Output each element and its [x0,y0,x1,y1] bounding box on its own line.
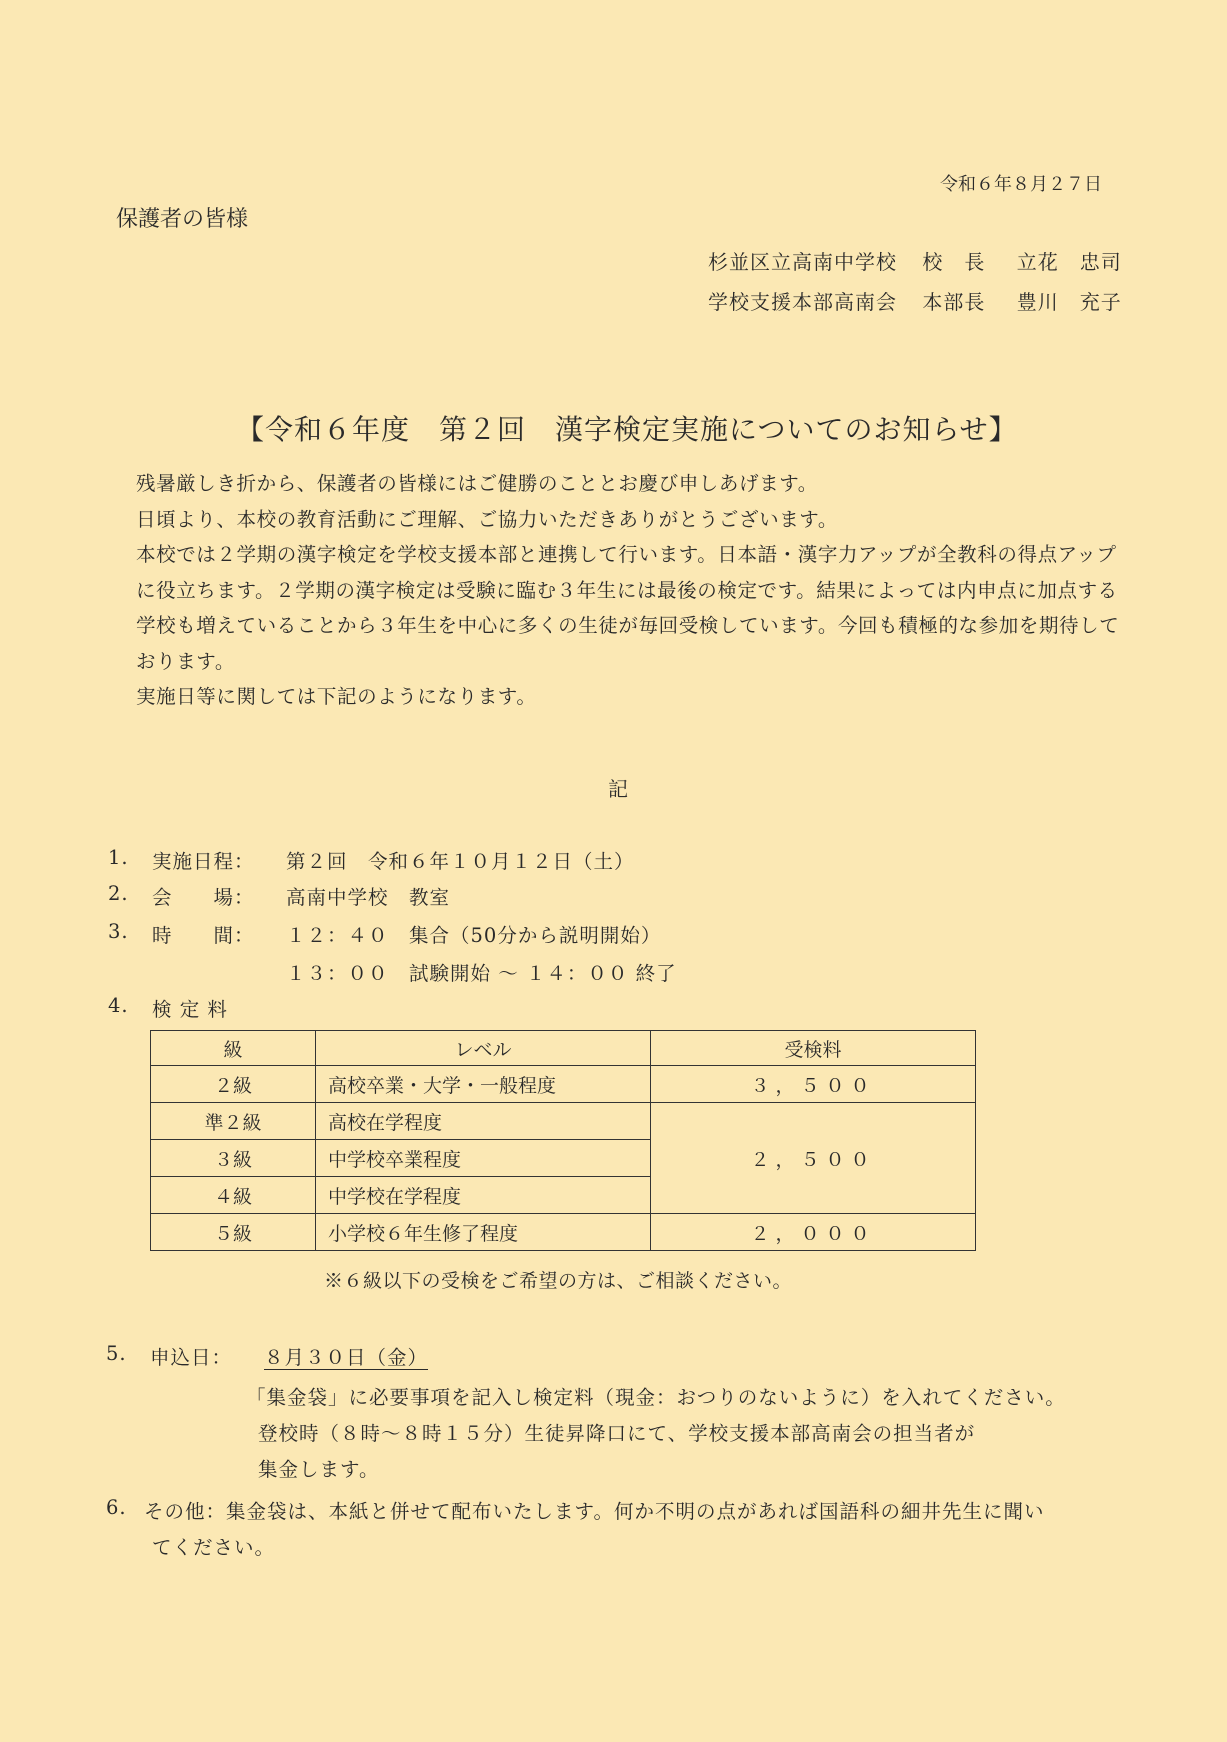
document-title: 【令和６年度 第２回 漢字検定実施についてのお知らせ】 [236,413,1018,446]
item-number: 5. [106,1342,127,1365]
header-grade: 級 [151,1031,316,1066]
item-application [106,1342,429,1369]
item-number: 1. [108,846,129,869]
fee-table [150,1030,976,1251]
item-value: １２：４０ 集合（50分から説明開始） [286,924,662,947]
grade-cell: ３級 [151,1140,316,1177]
item-number: 3. [108,920,129,943]
sender-name: 立花 忠司 [1016,250,1122,274]
level-cell: 中学校在学程度 [316,1177,651,1214]
sender-org: 学校支援本部高南会 [708,290,897,314]
recipient: 保護者の皆様 [116,207,249,232]
sender-name: 豊川 充子 [1016,290,1122,314]
level-cell: 中学校卒業程度 [316,1140,651,1177]
item-label: 検 定 料 [152,998,228,1021]
sender-role: 本部長 [922,290,986,314]
item-schedule [108,846,635,873]
item-text: その他：集金袋は、本紙と併せて配布いたします。何か不明の点があれば国語科の細井先生に聞い [144,1500,1045,1523]
application-line: 登校時（８時～８時１５分）生徒昇降口にて、学校支援本部高南会の担当者が [258,1422,976,1445]
level-cell: 高校卒業・大学・一般程度 [316,1066,651,1103]
body-paragraph: 残暑厳しき折から、保護者の皆様にはご健勝のこととお慶び申しあげます。 [136,472,818,495]
ki-heading: 記 [608,777,628,801]
item-value: 高南中学校 教室 [286,886,451,909]
item-label: 会 場： [152,886,255,909]
sender-org: 杉並区立高南中学校 [708,250,897,274]
item-number: 4. [108,994,129,1017]
body-paragraph: 実施日等に関しては下記のようになります。 [136,685,537,708]
table-row [151,1066,976,1103]
item-value-2: １３：００ 試験開始 ～ １４：００ 終了 [286,962,677,985]
level-cell: 小学校６年生修了程度 [316,1214,651,1251]
grade-cell: ２級 [151,1066,316,1103]
item-value: 第２回 令和６年１０月１２日（土） [286,850,635,873]
application-line: 集金します。 [258,1458,380,1481]
item-text-2: てください。 [152,1536,276,1559]
fee-cell: ２，５００ [651,1103,976,1214]
sender-principal [708,246,1122,275]
item-label: 実施日程： [152,850,255,873]
body-paragraph: 本校では２学期の漢字検定を学校支援本部と連携して行います。日本語・漢字力アップが全教科の得点アップに役立ちます。２学期の漢字検定は受験に臨む３年生には最後の検定です。結果によっては内申点に加点する学校も増えていることから３年生を中心に多くの生徒が毎回受検しています。今回も積極的な参加を期待しております。 [136,543,1120,673]
item-time [108,920,677,985]
sender-support-head [708,286,1122,315]
body-paragraph: 日頃より、本校の教育活動にご理解、ご協力いただきありがとうございます。 [136,507,838,531]
table-row [151,1214,976,1251]
fee-cell: ３，５００ [651,1066,976,1103]
grade-cell: ５級 [151,1214,316,1251]
header-fee: 受検料 [651,1031,976,1066]
table-header-row [151,1031,976,1066]
grade-cell: 準２級 [151,1103,316,1140]
item-value: ８月３０日（金） [264,1346,429,1369]
level-cell: 高校在学程度 [316,1103,651,1140]
item-number: 6. [106,1496,127,1519]
item-other [106,1496,1045,1559]
item-label: 申込日： [150,1346,233,1369]
item-label: 時 間： [152,924,255,947]
grade-cell: ４級 [151,1177,316,1214]
sender-role: 校 長 [922,250,986,274]
body-text [116,466,1126,715]
item-number: 2. [108,882,129,905]
header-level: レベル [316,1031,651,1066]
item-fee [108,994,228,1021]
application-line: 「集金袋」に必要事項を記入し検定料（現金：おつりのないように）を入れてください。 [246,1386,1066,1409]
item-venue [108,882,451,909]
fee-note: ※６級以下の受検をご希望の方は、ご相談ください。 [324,1270,793,1292]
table-row [151,1103,976,1140]
fee-cell: ２，０００ [651,1214,976,1251]
issue-date: 令和６年８月２７日 [940,174,1102,195]
